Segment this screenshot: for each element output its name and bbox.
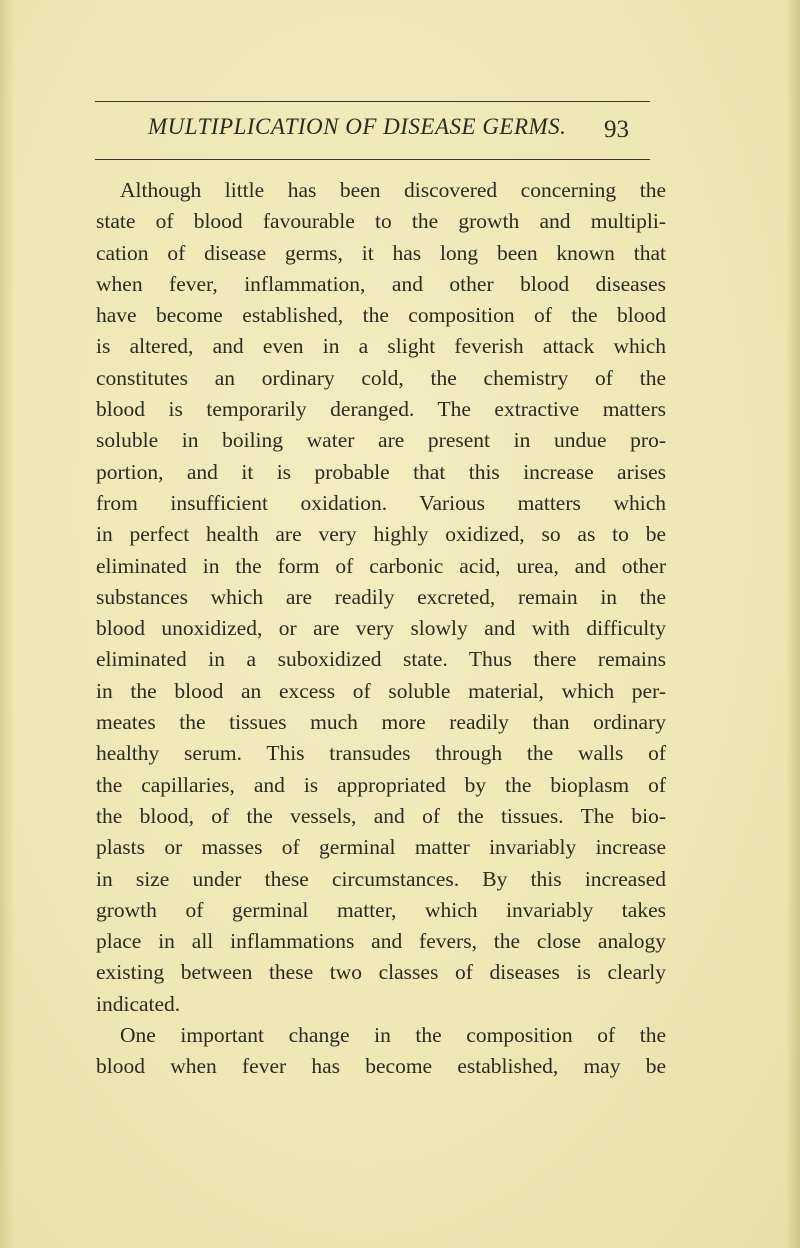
text-line: portion, and it is probable that this increase arises bbox=[96, 459, 666, 484]
text-line: healthy serum. This transudes through the walls of bbox=[96, 741, 666, 766]
text-line: blood unoxidized, or are very slowly and with difficulty bbox=[96, 616, 666, 641]
text-line: from insufficient oxidation. Various matters which bbox=[96, 490, 666, 515]
text-line: when fever, inflammation, and other blood diseases bbox=[96, 271, 666, 296]
text-line: the blood, of the vessels, and of the tissues. The bio- bbox=[96, 803, 666, 828]
text-line: blood is temporarily deranged. The extractive matters bbox=[96, 397, 666, 422]
text-line: is altered, and even in a slight feverish attack which bbox=[96, 334, 666, 359]
text-line: have become established, the composition of the blood bbox=[96, 303, 666, 328]
page-edge-shadow-right bbox=[786, 0, 800, 1248]
page-edge-shadow-left bbox=[0, 0, 14, 1248]
text-line: substances which are readily excreted, remain in the bbox=[96, 584, 666, 609]
text-line: One important change in the composition of the bbox=[120, 1023, 666, 1048]
text-line: eliminated in the form of carbonic acid, urea, and other bbox=[96, 553, 666, 578]
running-title: MULTIPLICATION OF DISEASE GERMS. bbox=[148, 114, 567, 139]
text-line: blood when fever has become established, may be bbox=[96, 1054, 666, 1079]
text-line: constitutes an ordinary cold, the chemistry of the bbox=[96, 365, 666, 390]
text-line: plasts or masses of germinal matter invariably increase bbox=[96, 835, 666, 860]
text-line: in perfect health are very highly oxidized, so as to be bbox=[96, 522, 666, 547]
text-line: meates the tissues much more readily than ordinary bbox=[96, 710, 666, 735]
text-line: growth of germinal matter, which invariably takes bbox=[96, 897, 666, 922]
page-number: 93 bbox=[604, 116, 629, 143]
text-line: indicated. bbox=[96, 991, 181, 1016]
text-line: eliminated in a suboxidized state. Thus there remains bbox=[96, 647, 666, 672]
text-line: cation of disease germs, it has long been known that bbox=[96, 240, 666, 265]
text-line: in size under these circumstances. By this increased bbox=[96, 866, 666, 891]
header-rule-top bbox=[95, 101, 650, 102]
header-rule-bottom bbox=[95, 159, 650, 160]
text-line: soluble in boiling water are present in undue pro- bbox=[96, 428, 666, 453]
text-line: existing between these two classes of diseases is clearly bbox=[96, 960, 666, 985]
text-line: the capillaries, and is appropriated by the bioplasm of bbox=[96, 772, 666, 797]
body-text bbox=[96, 175, 666, 1083]
text-line: in the blood an excess of soluble material, which per- bbox=[96, 678, 666, 703]
text-line: Although little has been discovered concerning the bbox=[120, 178, 666, 202]
text-line: state of blood favourable to the growth and multipli- bbox=[96, 209, 666, 234]
text-line: place in all inflammations and fevers, the close analogy bbox=[96, 929, 666, 954]
